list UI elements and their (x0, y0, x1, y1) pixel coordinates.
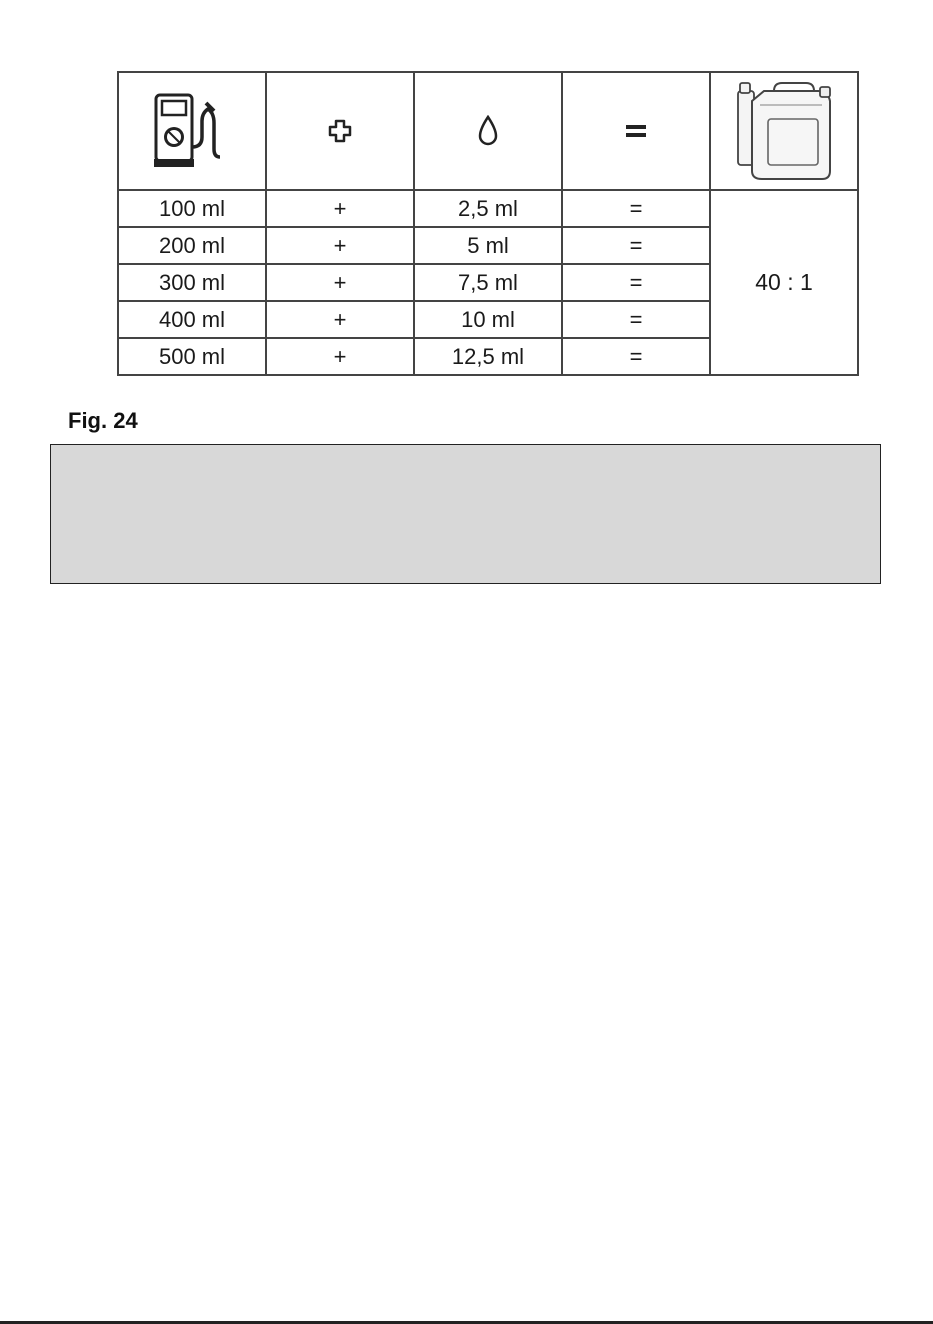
oil-drop-icon (476, 115, 500, 147)
grey-note-box (50, 444, 881, 584)
equals-cell: = (562, 264, 710, 301)
equals-cell: = (562, 227, 710, 264)
plus-cross-icon (328, 119, 352, 143)
petrol-cell: 100 ml (118, 190, 266, 227)
plus-cell: + (266, 338, 414, 375)
oil-cell: 2,5 ml (414, 190, 562, 227)
fuel-mix-table (117, 71, 859, 376)
oil-cell: 5 ml (414, 227, 562, 264)
equals-header-cell (562, 72, 710, 190)
equals-cell: = (562, 338, 710, 375)
oil-cell: 10 ml (414, 301, 562, 338)
table-header-row (118, 72, 858, 190)
mixture-header-cell (710, 72, 858, 190)
ratio-cell: 40 : 1 (710, 190, 858, 375)
figure-caption: Fig. 24 (68, 408, 138, 433)
fuel-pump-icon (152, 91, 232, 171)
oil-cell: 7,5 ml (414, 264, 562, 301)
equals-icon (624, 123, 648, 139)
plus-cell: + (266, 264, 414, 301)
petrol-cell: 200 ml (118, 227, 266, 264)
table-row (118, 190, 858, 227)
equals-cell: = (562, 190, 710, 227)
equals-cell: = (562, 301, 710, 338)
petrol-cell: 300 ml (118, 264, 266, 301)
oil-cell: 12,5 ml (414, 338, 562, 375)
oil-header-cell (414, 72, 562, 190)
plus-header-cell (266, 72, 414, 190)
plus-cell: + (266, 227, 414, 264)
petrol-header-cell (118, 72, 266, 190)
fuel-canister-icon (734, 79, 834, 183)
plus-cell: + (266, 301, 414, 338)
petrol-cell: 400 ml (118, 301, 266, 338)
plus-cell: + (266, 190, 414, 227)
petrol-cell: 500 ml (118, 338, 266, 375)
